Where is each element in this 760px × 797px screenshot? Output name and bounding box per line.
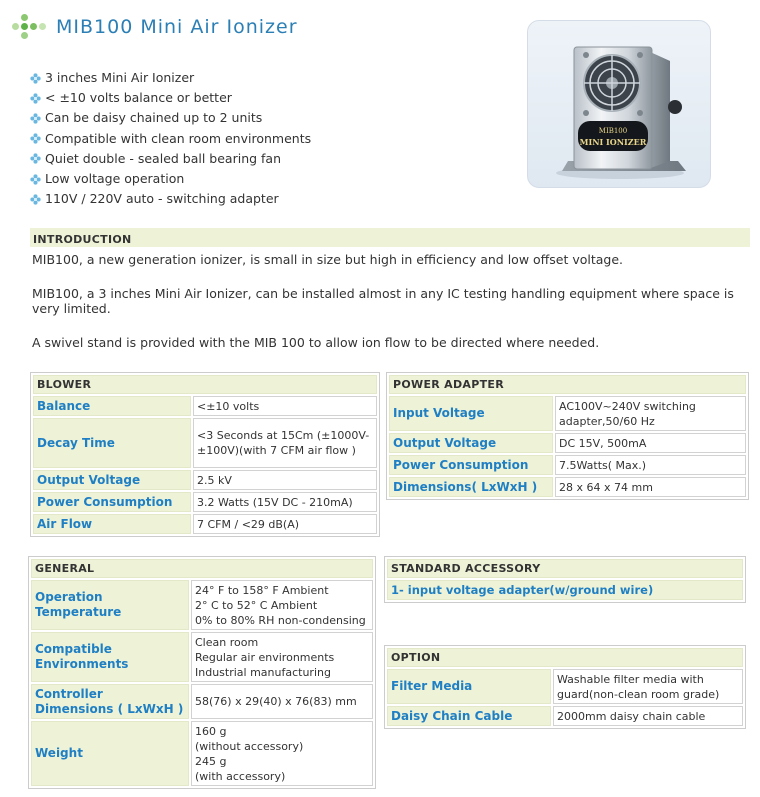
feature-item [30, 129, 311, 149]
feature-item [30, 68, 311, 88]
spec-label: Air Flow [33, 514, 191, 534]
spec-value: <3 Seconds at 15Cm (±1000V-±100V)(with 7 CFM air flow ) [193, 418, 377, 468]
option-table [384, 645, 746, 729]
spec-value: 28 x 64 x 74 mm [555, 477, 746, 497]
blower-table [30, 372, 380, 537]
intro-paragraph: MIB100, a new generation ionizer, is small in size but high in efficiency and low offset voltage. [32, 252, 624, 267]
spec-value-line: 24° F to 158° F Ambient [195, 583, 329, 597]
standard-accessory-table [384, 556, 746, 603]
blower-heading: BLOWER [33, 375, 377, 394]
feature-text: Quiet double - sealed ball bearing fan [45, 150, 282, 166]
spec-value-line: Clean room [195, 635, 259, 649]
spec-value-line: (with accessory) [195, 769, 286, 783]
power-adapter-table [386, 372, 749, 500]
feature-text: < ±10 volts balance or better [45, 90, 232, 106]
flower-icon [30, 194, 41, 205]
spec-label: Filter Media [387, 669, 551, 704]
flower-icon [30, 153, 41, 164]
table-row [31, 721, 373, 786]
feature-list [30, 68, 311, 209]
spec-value: DC 15V, 500mA [555, 433, 746, 453]
dots-logo-icon [12, 14, 46, 40]
table-row [387, 580, 743, 600]
spec-value-line: 245 g [195, 754, 227, 768]
ionizer-illustration [528, 21, 711, 188]
flower-icon [30, 93, 41, 104]
spec-value-line: Industrial manufacturing [195, 665, 331, 679]
flower-icon [30, 174, 41, 185]
spec-value-line: 58(76) x 29(40) x 76(83) mm [195, 695, 357, 708]
flower-icon [30, 113, 41, 124]
spec-label: Power Consumption [389, 455, 553, 475]
spec-label: Weight [31, 721, 189, 786]
spec-value: 7.5Watts( Max.) [555, 455, 746, 475]
general-table [28, 556, 376, 789]
standard-accessory-heading: STANDARD ACCESSORY [387, 559, 743, 578]
table-row [33, 470, 377, 490]
table-row [389, 433, 746, 453]
table-row [33, 492, 377, 512]
general-heading: GENERAL [31, 559, 373, 578]
table-row [33, 396, 377, 416]
spec-label: Dimensions( LxWxH ) [389, 477, 553, 497]
model-label: MINI IONIZER [579, 137, 647, 147]
feature-item [30, 149, 311, 169]
spec-value [191, 632, 373, 682]
product-photo [527, 20, 711, 188]
brand-label: MIB100 [598, 127, 628, 135]
table-row [33, 418, 377, 468]
spec-value-line: 160 g [195, 724, 227, 738]
page-header [12, 12, 298, 42]
table-row [387, 706, 743, 726]
spec-label: Output Voltage [389, 433, 553, 453]
spec-value: 3.2 Watts (15V DC - 210mA) [193, 492, 377, 512]
table-row [31, 684, 373, 719]
spec-label: Balance [33, 396, 191, 416]
introduction-heading-bar [30, 228, 750, 247]
spec-value [191, 684, 373, 719]
spec-value: 2.5 kV [193, 470, 377, 490]
spec-label: Power Consumption [33, 492, 191, 512]
intro-paragraph: MIB100, a 3 inches Mini Air Ionizer, can be installed almost in any IC testing handling equipment where space is very limited. [32, 286, 734, 316]
spec-value-line: Regular air environments [195, 650, 335, 664]
feature-item [30, 88, 311, 108]
spec-label: Daisy Chain Cable [387, 706, 551, 726]
feature-item [30, 189, 311, 209]
table-row [31, 632, 373, 682]
spec-value-line: 2° C to 52° C Ambient [195, 598, 318, 612]
spec-label: Controller Dimensions ( LxWxH ) [31, 684, 189, 719]
spec-label: Decay Time [33, 418, 191, 468]
feature-text: Compatible with clean room environments [45, 130, 312, 146]
introduction-heading: INTRODUCTION [33, 233, 132, 246]
accessory-item: 1- input voltage adapter(w/ground wire) [387, 580, 743, 600]
spec-value: 2000mm daisy chain cable [553, 706, 743, 726]
spec-label: Output Voltage [33, 470, 191, 490]
feature-text: Can be daisy chained up to 2 units [45, 110, 263, 126]
flower-icon [30, 73, 41, 84]
spec-value-line: (without accessory) [195, 739, 304, 753]
power-adapter-heading: POWER ADAPTER [389, 375, 746, 394]
spec-value [191, 580, 373, 630]
spec-value: Washable filter media with guard(non-clean room grade) [553, 669, 743, 704]
intro-paragraph: A swivel stand is provided with the MIB 100 to allow ion flow to be directed where needed. [32, 335, 600, 350]
feature-item [30, 169, 311, 189]
table-row [389, 455, 746, 475]
spec-value: 7 CFM / <29 dB(A) [193, 514, 377, 534]
spec-value [191, 721, 373, 786]
spec-value: AC100V~240V switching adapter,50/60 Hz [555, 396, 746, 431]
feature-text: 3 inches Mini Air Ionizer [45, 70, 195, 85]
spec-label: Operation Temperature [31, 580, 189, 630]
option-heading: OPTION [387, 648, 743, 667]
page-title: MIB100 Mini Air Ionizer [56, 16, 298, 38]
table-row [33, 514, 377, 534]
table-row [387, 669, 743, 704]
feature-text: Low voltage operation [45, 170, 185, 186]
flower-icon [30, 133, 41, 144]
spec-label: Input Voltage [389, 396, 553, 431]
table-row [389, 396, 746, 431]
spec-value: <±10 volts [193, 396, 377, 416]
spec-label: Compatible Environments [31, 632, 189, 682]
feature-item [30, 108, 311, 128]
table-row [31, 580, 373, 630]
feature-text: 110V / 220V auto - switching adapter [45, 191, 279, 207]
table-row [389, 477, 746, 497]
spec-value-line: 0% to 80% RH non-condensing [195, 613, 366, 627]
